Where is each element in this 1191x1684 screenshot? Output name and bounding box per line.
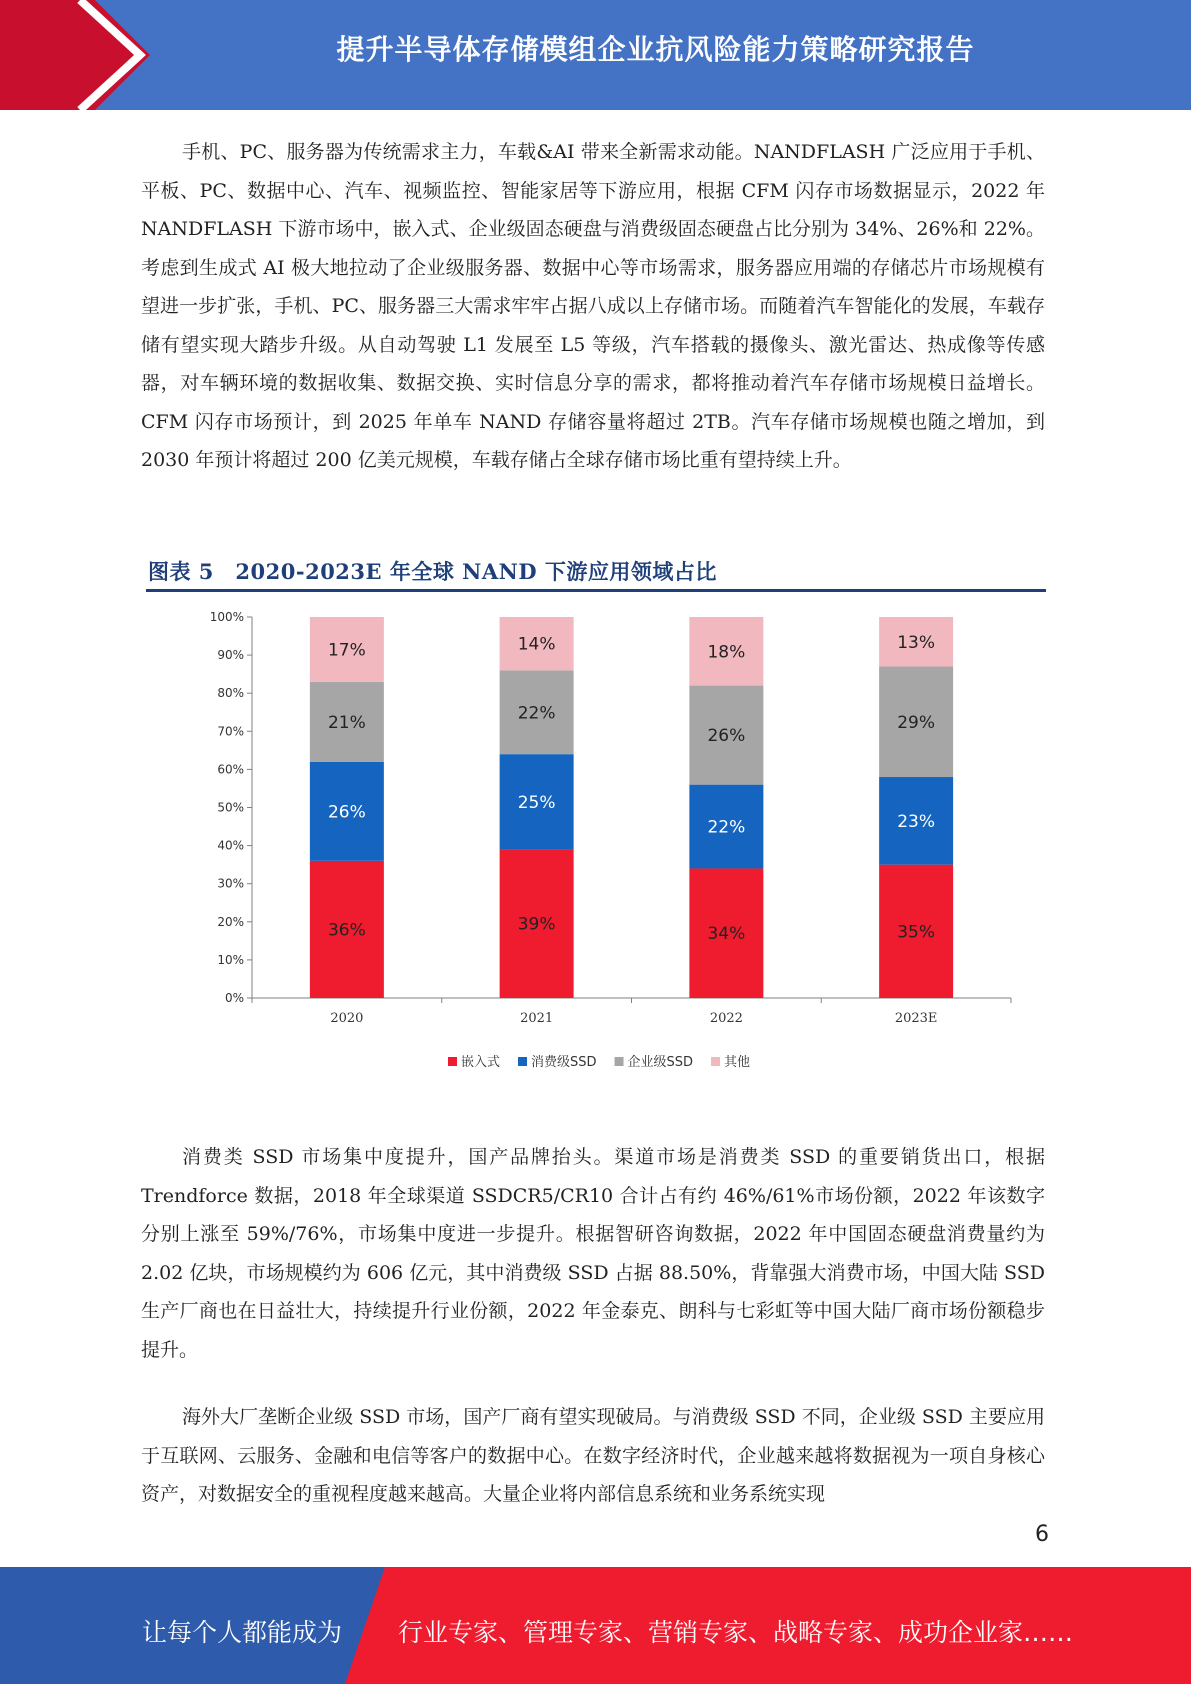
footer-slogan-right: 行业专家、管理专家、营销专家、战略专家、成功企业家……	[398, 1618, 1074, 1647]
legend-swatch	[518, 1057, 527, 1066]
y-tick-label: 0%	[224, 991, 244, 1005]
legend-swatch	[711, 1057, 720, 1066]
y-tick-label: 40%	[217, 838, 244, 853]
bar-data-label: 23%	[897, 811, 936, 832]
bar-data-label: 34%	[707, 924, 746, 945]
legend-label: 其他	[724, 1055, 751, 1070]
bar-data-label: 29%	[897, 712, 936, 733]
figure-title: 图表 5 2020-2023E 年全球 NAND 下游应用领域占比	[148, 559, 717, 584]
y-tick-label: 10%	[217, 952, 244, 967]
y-tick-label: 50%	[217, 800, 244, 815]
bar-data-label: 21%	[327, 712, 366, 733]
bar-data-label: 18%	[707, 642, 746, 663]
stacked-bar-chart	[146, 600, 1046, 1090]
page-footer	[0, 1567, 1191, 1684]
legend-swatch	[615, 1057, 624, 1066]
bar-data-label: 22%	[517, 703, 556, 724]
page-header	[0, 0, 1191, 110]
bar-data-label: 26%	[707, 726, 746, 747]
bar-data-label: 25%	[517, 792, 556, 813]
y-tick-label: 90%	[217, 648, 244, 663]
legend-label: 嵌入式	[461, 1055, 501, 1070]
figure-title-rule	[146, 589, 1046, 592]
x-category-label: 2021	[520, 1011, 554, 1026]
x-category-label: 2020	[330, 1011, 364, 1026]
bar-data-label: 22%	[707, 817, 746, 838]
bar-data-label: 13%	[897, 632, 936, 653]
page-number: 6	[1035, 1522, 1049, 1547]
y-tick-label: 70%	[217, 724, 244, 739]
paragraph-enterprise-ssd: 海外大厂垄断企业级 SSD 市场，国产厂商有望实现破局。与消费级 SSD 不同，企业级 SSD 主要应用于互联网、云服务、金融和电信等客户的数据中心。在数字经济时代，企业越来越将数据视为一项自身核心资产，对数据安全的重视程度越来越高。大量企业将内部信息系统和业务系统实现	[141, 1406, 1045, 1505]
bar-data-label: 26%	[327, 802, 366, 823]
x-category-label: 2023E	[894, 1011, 938, 1026]
paragraph-nand-demand: 手机、PC、服务器为传统需求主力，车载&AI 带来全新需求动能。NANDFLASH 广泛应用于手机、平板、PC、数据中心、汽车、视频监控、智能家居等下游应用，根据 CFM 闪存市场数据显示，2022 年 NANDFLASH 下游市场中，嵌入式、企业级固态硬盘与消费级固态硬盘占比分别为 34%、26%和 22%。考虑到生成式 AI 极大地拉动了企业级服务器、数据中心等市场需求，服务器应用端的存储芯片市场规模有望进一步扩张，手机、PC、服务器三大需求牢牢占据八成以上存储市场。而随着汽车智能化的发展，车载存储有望实现大踏步升级。从自动驾驶 L1 发展至 L5 等级，汽车搭载的摄像头、激光雷达、热成像等传感器，对车辆环境的数据收集、数据交换、实时信息分享的需求，都将推动着汽车存储市场规模日益增长。CFM 闪存市场预计，到 2025 年单车 NAND 存储容量将超过 2TB。汽车存储市场规模也随之增加，到 2030 年预计将超过 200 亿美元规模，车载存储占全球存储市场比重有望持续上升。	[141, 141, 1045, 471]
report-title: 提升半导体存储模组企业抗风险能力策略研究报告	[336, 33, 975, 66]
y-tick-label: 100%	[209, 610, 244, 624]
y-tick-label: 20%	[217, 914, 244, 929]
legend-label: 消费级SSD	[531, 1055, 597, 1070]
bar-data-label: 35%	[897, 922, 936, 943]
bar-data-label: 36%	[327, 920, 366, 941]
x-category-label: 2022	[709, 1011, 743, 1026]
bar-data-label: 39%	[517, 914, 556, 935]
chart-svg	[146, 600, 1046, 1090]
y-tick-label: 30%	[217, 876, 244, 891]
bar-data-label: 14%	[517, 634, 556, 655]
bar-data-label: 17%	[327, 640, 366, 661]
paragraph-consumer-ssd: 消费类 SSD 市场集中度提升，国产品牌抬头。渠道市场是消费类 SSD 的重要销货出口，根据 Trendforce 数据，2018 年全球渠道 SSDCR5/CR10 合计占有约 46%/61%市场份额，2022 年该数字分别上涨至 59%/76%，市场集中度进一步提升。根据智研咨询数据，2022 年中国固态硬盘消费量约为 2.02 亿块，市场规模约为 606 亿元，其中消费级 SSD 占据 88.50%，背靠强大消费市场，中国大陆 SSD 生产厂商也在日益壮大，持续提升行业份额，2022 年金泰克、朗科与七彩虹等中国大陆厂商市场份额稳步提升。	[141, 1146, 1045, 1361]
legend-swatch	[448, 1057, 457, 1066]
legend-label: 企业级SSD	[627, 1055, 694, 1070]
footer-slogan-left: 让每个人都能成为	[142, 1618, 343, 1647]
y-tick-label: 80%	[217, 686, 244, 701]
y-tick-label: 60%	[217, 762, 244, 777]
